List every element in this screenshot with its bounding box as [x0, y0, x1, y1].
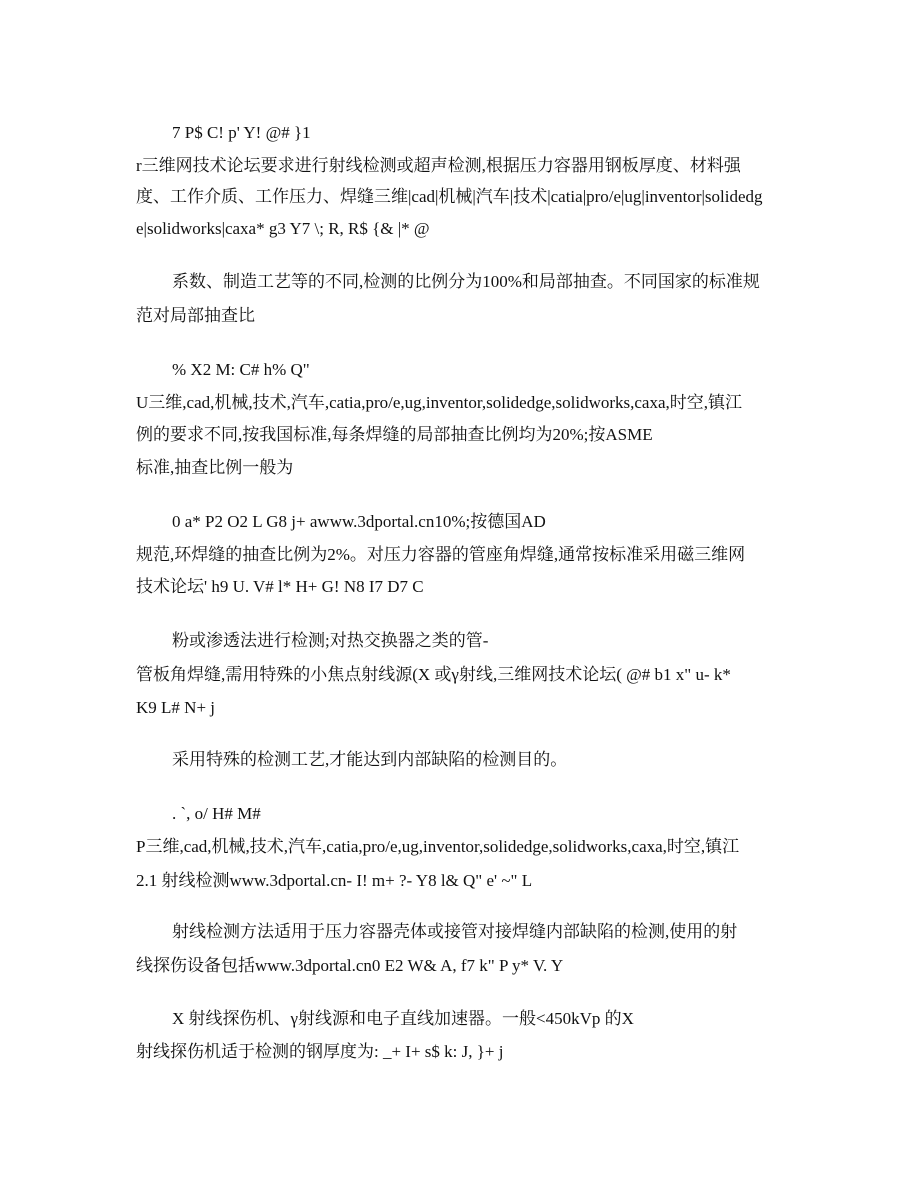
text-line: 2.1 射线检测www.3dportal.cn- I! m+ ?- Y8 l& Q" e' ~" L [136, 871, 533, 890]
text-line: 0 a* P2 O2 L G8 j+ awww.3dportal.cn10%;按德国AD [172, 512, 546, 531]
text-line: . `, o/ H# M# [172, 804, 261, 823]
text-line: 例的要求不同,按我国标准,每条焊缝的局部抽查比例均为20%;按ASME [136, 425, 653, 444]
text-line: X 射线探伤机、γ射线源和电子直线加速器。一般<450kVp 的X [172, 1009, 634, 1028]
text-line: 规范,环焊缝的抽查比例为2%。对压力容器的管座角焊缝,通常按标准采用磁三维网 [136, 545, 746, 564]
text-line: 粉或渗透法进行检测;对热交换器之类的管- [172, 631, 489, 650]
text-line: 线探伤设备包括www.3dportal.cn0 E2 W& A, f7 k" P y* V. Y [136, 956, 564, 975]
text-line: e|solidworks|caxa* g3 Y7 \; R, R$ {& |* @ [136, 219, 430, 238]
text-line: K9 L# N+ j [136, 698, 215, 717]
text-line: 标准,抽查比例一般为 [136, 458, 294, 477]
text-line: 范对局部抽查比 [136, 306, 255, 325]
text-line: 度、工作介质、工作压力、焊缝三维|cad|机械|汽车|技术|catia|pro/e|ug|inventor|solidedg [136, 187, 763, 206]
text-line: 7 P$ C! p' Y! @# }1 [172, 123, 311, 142]
text-line: P三维,cad,机械,技术,汽车,catia,pro/e,ug,inventor,solidedge,solidworks,caxa,时空,镇江 [136, 837, 740, 856]
text-line: 射线检测方法适用于压力容器壳体或接管对接焊缝内部缺陷的检测,使用的射 [172, 922, 738, 941]
text-line: r三维网技术论坛要求进行射线检测或超声检测,根据压力容器用钢板厚度、材料强 [136, 156, 741, 175]
text-line: 射线探伤机适于检测的钢厚度为: _+ I+ s$ k: J, }+ j [136, 1042, 504, 1061]
text-line: 管板角焊缝,需用特殊的小焦点射线源(X 或γ射线,三维网技术论坛( @# b1 x" u- k* [136, 665, 731, 684]
text-line: 技术论坛' h9 U. V# l* H+ G! N8 I7 D7 C [136, 577, 424, 596]
text-line: 采用特殊的检测工艺,才能达到内部缺陷的检测目的。 [172, 750, 568, 769]
text-line: 系数、制造工艺等的不同,检测的比例分为100%和局部抽查。不同国家的标准规 [172, 272, 760, 291]
text-line: % X2 M: C# h% Q" [172, 360, 310, 379]
text-line: U三维,cad,机械,技术,汽车,catia,pro/e,ug,inventor,solidedge,solidworks,caxa,时空,镇江 [136, 393, 743, 412]
